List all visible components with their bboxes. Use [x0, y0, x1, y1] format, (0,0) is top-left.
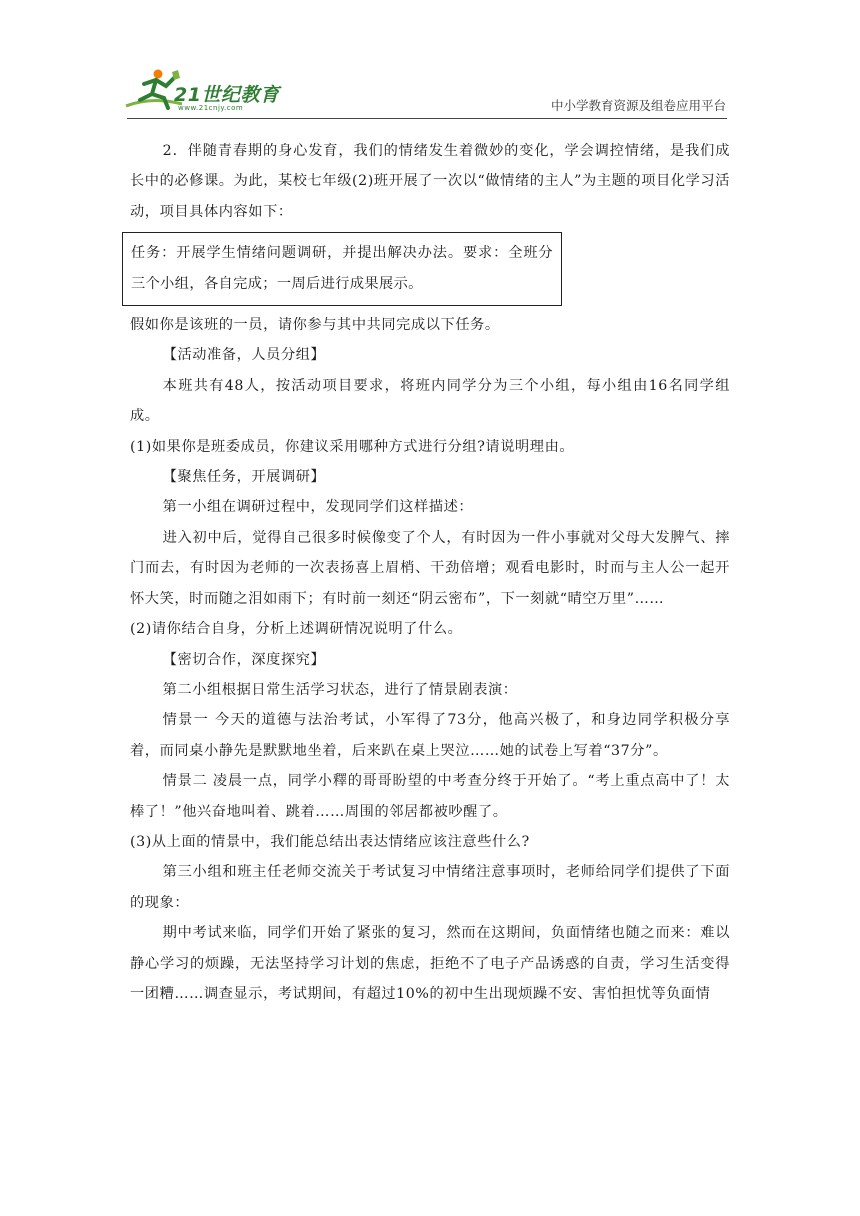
task-box [122, 232, 562, 306]
instruction-text: 假如你是该班的一员，请你参与其中共同完成以下任务。 [130, 317, 500, 334]
task-text: 任务：开展学生情绪问题调研，并提出解决办法。要求：全班分三个小组，各自完成；一周后进行成果展示。 [131, 245, 553, 292]
sub-question-3: (3)从上面的情景中，我们能总结出表达情绪应该注意些什么? [130, 833, 530, 850]
scene-two: 情景二 凌晨一点，同学小釋的哥哥盼望的中考查分终于开始了。“考上重点高中了！太棒了！”他兴奋地叫着、跳着……周围的邻居都被吵醒了。 [130, 773, 730, 820]
question-body [130, 136, 730, 1009]
logo-text: 21世纪教育 [174, 84, 280, 106]
page-header [0, 0, 860, 120]
paragraph: 第三小组和班主任老师交流关于考试复习中情绪注意事项时，老师给同学们提供了下面的现象： [130, 864, 730, 911]
paragraph: 第一小组在调研过程中，发现同学们这样描述： [162, 499, 474, 516]
logo [122, 66, 292, 116]
section-heading: 【聚焦任务，开展调研】 [162, 469, 326, 486]
paragraph: 第二小组根据日常生活学习状态，进行了情景剧表演： [162, 681, 518, 698]
sub-question-1: (1)如果你是班委成员，你建议采用哪种方式进行分组?请说明理由。 [130, 438, 575, 455]
logo-url: www.21cnjy.com [178, 104, 244, 112]
paragraph: 进入初中后，觉得自己很多时候像变了个人，有时因为一件小事就对父母大发脾气、摔门而去，有时因为老师的一次表扬喜上眉梢、干劲倍增；观看电影时，时而与主人公一起开怀大笑，时而随之泪如雨下；有时前一刻还“阴云密布”，下一刻就“晴空万里”…… [130, 529, 730, 607]
platform-tagline: 中小学教育资源及组卷应用平台 [550, 98, 726, 113]
paragraph: 期中考试来临，同学们开始了紧张的复习，然而在这期间，负面情绪也随之而来：难以静心学习的烦躁，无法坚持学习计划的焦虑，拒绝不了电子产品诱惑的自责，学习生活变得一团糟……调查显示，考试期间，有超过10%的初中生出现烦躁不安、害怕担忧等负面情 [130, 925, 730, 1002]
paragraph: 本班共有48人，按活动项目要求，将班内同学分为三个小组，每小组由16名同学组成。 [130, 377, 730, 425]
section-heading: 【活动准备，人员分组】 [162, 347, 326, 364]
scene-one: 情景一 今天的道德与法治考试，小军得了73分，他高兴极了，和身边同学积极分享着，而同桌小静先是默默地坐着，后来趴在桌上哭泣……她的试卷上写着“37分”。 [130, 712, 730, 759]
section-heading: 【密切合作，深度探究】 [162, 651, 326, 668]
question-intro: 2．伴随青春期的身心发育，我们的情绪发生着微妙的变化，学会调控情绪，是我们成长中的必修课。为此，某校七年级(2)班开展了一次以“做情绪的主人”为主题的项目化学习活动，项目具体内容如下： [130, 143, 730, 220]
header-divider [127, 118, 727, 119]
sub-question-2: (2)请你结合自身，分析上述调研情况说明了什么。 [130, 621, 463, 638]
